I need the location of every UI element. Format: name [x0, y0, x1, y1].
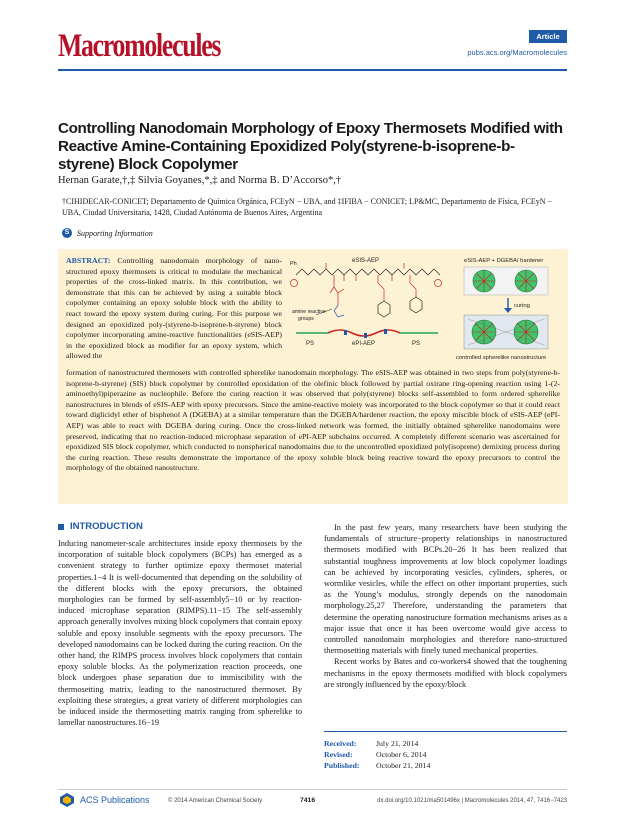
abstract-body-part2: formation of nanostructured thermosets with controlled spherelike nanodomain morphology. The eSIS-AEP was obtained in two steps from poly(styrene-b-isoprene-b-styrene) (SIS) block copolymer by controlled epoxidation of the olefinic block followed by partial oxirane ring-opening reaction using 1-(2-aminoethyl)piperazine as nucleophile. Before the curing reaction it was observed that poly(styrene) blocks self-assembled to form ordered spherelike nanostructures in blends of eSIS-AEP with epoxy precursors. Since the amine-reactive moiety was incorporated to the block copolymer so that it could react toward diglicidyl ether of bisphenol A (DGEBA) at a similar temperature than the DGEBA/hardener reaction, the epoxy miscible block of eSIS-AEP (ePI-AEP) was able to react with DGEBA during curing. Once the cross-linked network was formed, the initially obtained spherelike nanodomains were preserved, indicating that no reaction-induced microphase separation of ePI-AEP subchains occurred. A completely different scenario was ascertained for epoxidized SIS block copolymer, which conducted to nonspherical nanodomains due to the uncontrolled epoxidized poly(isoprene) demixing process during the curing reaction. These results demonstrate the importance of the epoxy soluble block being reactive toward the epoxy precursors to control the morphology of the obtained nanostructure. [66, 368, 560, 473]
acs-hexagon-icon [58, 792, 76, 808]
reactive-site-2 [364, 333, 367, 338]
header-divider [58, 69, 567, 71]
date-published: Published: October 21, 2014 [324, 761, 431, 770]
acs-publications-logo[interactable] [58, 792, 150, 808]
article-title: Controlling Nanodomain Morphology of Epoxy Thermosets Modified with Reactive Amine-Containing Epoxidized Poly(styrene-b-isoprene-b-styrene) Block Copolymer [58, 120, 563, 173]
date-received: Received: July 21, 2014 [324, 739, 419, 748]
graphic-label-amine-2: groups [298, 316, 314, 322]
introduction-right-column [324, 522, 567, 690]
abstract-label: ABSTRACT: [66, 256, 111, 265]
supporting-info-link[interactable] [62, 228, 153, 238]
introduction-left-column: Inducing nanometer-scale architectures inside epoxy thermosets by the incorporation of suitable block copolymers (BCPs) has emerged as a convenient strategy to further optimize epoxy thermoset material properties.1−4 It is well-documented that depending on the solubility of the different blocks with the epoxy precursors, the obtained morphologies can be formed by self-assembly5−10 or by reaction-induced microphase separation (RIMPS).11−15 The self-assembly approach generally involves mixing block copolymers that contain epoxy soluble and epoxy insoluble segments with the epoxy precursors. The developed nanodomains can be locked during the curing reaction. On the other hand, the RIMPS process involves block copolymers that contain epoxy soluble blocks. As the polymerization reaction proceeds, one block undergoes phase separation due to immiscibility with the thermosetting matrix, leading to the nanostructured thermoset. By exploiting these strategies, a great variety of different morphologies can be induced inside the thermosetting matrix ranging from spherelike to lamellar nanostructures.16−19 [58, 539, 302, 728]
curing-arrow-head [504, 308, 512, 313]
introduction-paragraph-2: Recent works by Bates and co-workers4 showed that the toughening mechanisms in the epoxy thermosets modified with block copolymers are strongly influenced by the epoxy/block [324, 657, 567, 689]
dates-divider [324, 731, 567, 732]
graphic-label-epi-aep: ePI-AEP [352, 341, 376, 347]
affiliations: †CIHIDECAR-CONICET; Departamento de Química Orgánica, FCEyN − UBA, and ‡IFIBA − CONICET; LP&MC, Departamento de Física, FCEyN − UBA, Ciudad Universitaria, 1428, Ciudad Autónoma de Buenos Aires, Argentina [62, 197, 552, 217]
author-list: Hernan Garate,†,‡ Silvia Goyanes,*,‡ and Norma B. D’Accorso*,† [58, 175, 342, 186]
graphic-label-ps-left: PS [306, 341, 315, 347]
copyright-notice: © 2014 American Chemical Society [168, 798, 263, 804]
introduction-heading-text: INTRODUCTION [70, 521, 143, 532]
toc-graphic [288, 253, 562, 365]
supporting-info-icon: S [62, 228, 72, 238]
introduction-heading [58, 521, 143, 532]
nanostructure-before-curing [464, 267, 548, 295]
footer-divider [58, 789, 567, 790]
abstract-box [58, 249, 568, 504]
date-revised: Revised: October 6, 2014 [324, 750, 427, 759]
supporting-info-label: Supporting Information [77, 228, 153, 238]
graphic-label-curing: curing [514, 303, 530, 309]
abstract-text-part1 [66, 256, 282, 362]
journal-url-link[interactable]: pubs.acs.org/Macromolecules [467, 48, 567, 57]
graphic-label-ps-right: PS [412, 341, 421, 347]
page-number: 7416 [300, 797, 316, 804]
graphic-label-eSIS-AEP: eSIS-AEP [352, 258, 380, 264]
graphic-label-ph: Ph [290, 261, 297, 267]
introduction-paragraph-1: In the past few years, many researchers have been studying the fundamentals of structure−property relationships in nanostructured thermosets modified with BCPs.20−26 It has been realized that substantial toughness improvements at low block copolymer loadings can be achieved by incorporating vesicles, cylinders, spheres, or wormlike vesicles, while the effect on other important properties, such as the Young’s modulus, strongly depends on the nanodomain morphology.25,27 Therefore, understanding the parameters that determine the operating nanostructure formation mechanisms arises as a major issue that once it has been overcome would give access to controlled nanodomain morphologies and therefore nano-structured thermosetting materials with finely tuned mechanical properties. [324, 523, 567, 656]
graphic-label-amine-1: amine reactive [292, 309, 326, 315]
section-square-icon [58, 524, 64, 530]
abstract-body-part1: Controlling nanodomain morphology of nano-structured epoxy thermosets is critical to modulate the mechanical properties of the cross-linked matrix. In this contribution, we demonstrate that this can be achieved by using a suitable block copolymer containing an epoxy soluble block with the ability to react toward the epoxy system during curing. For this purpose we designed an epoxidized poly-(styrene-b-isoprene-b-styrene) block copolymer incorporating amine-reactive functionalities (eSIS-AEP) in the epoxidized block as modifier for an epoxy system, which allowed the [66, 256, 282, 361]
doi-citation-link[interactable]: dx.doi.org/10.1021/ma501496x | Macromolecules 2014, 47, 7416−7423 [377, 798, 567, 804]
reactive-site-1 [344, 330, 347, 335]
graphic-label-result: controlled spherelike nanostructure [456, 355, 547, 361]
nanostructure-after-curing [464, 315, 548, 349]
reactive-site-3 [384, 329, 387, 334]
article-type-badge: Article [529, 30, 567, 43]
journal-logo: Macromolecules [58, 28, 221, 64]
acs-publications-label: ACS Publications [80, 795, 150, 805]
graphic-label-blend: eSIS-AEP + DGEBA/ hardener [464, 258, 544, 264]
publication-dates [324, 738, 430, 771]
